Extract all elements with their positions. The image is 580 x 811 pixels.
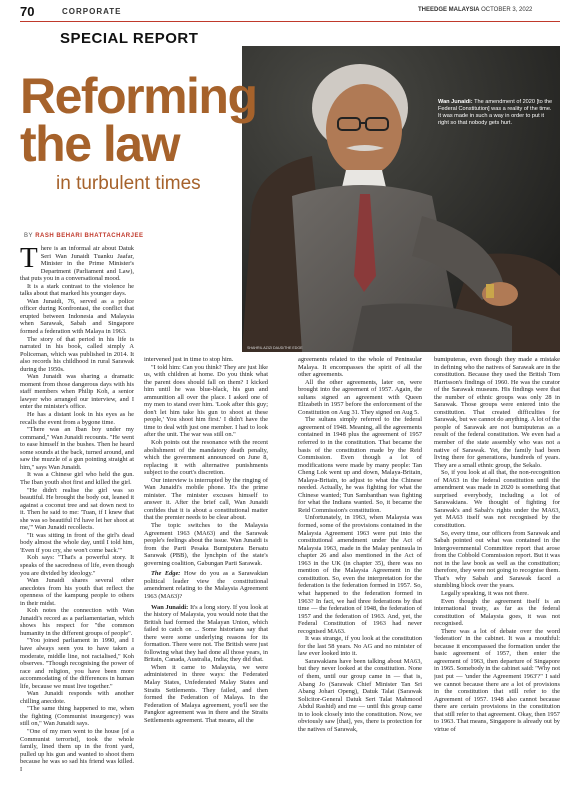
article-paragraph: Koh notes the connection with Wan Junaidi's record as a parliamentarian, which shows his respect for "the common humanity in the different groups of people". xyxy=(20,607,134,637)
article-paragraph: When it came to Malaysia, we were administered in three ways: the Federated Malay States, Unfederated Malay States and Straits Settlements. They failed, and then formed the Federation of Malaya. In the Federation of Malaya agreement, you'll see the Pangkor agreement was in there and the Straits Settlements agreement. That means, all the xyxy=(144,663,268,724)
headline-deck: in turbulent times xyxy=(56,173,201,194)
article-paragraph: All the other agreements, later on, were brought into the agreement of 1957. Again, the sultans signed an agreement with Queen Elizabeth in 1957 before the enforcement of the Constitution on Aug 31. They signed on Aug 5. xyxy=(298,378,422,416)
byline-prefix: BY xyxy=(24,233,34,239)
article-paragraph: Sarawakians have been talking about MA63, but they never looked at the constitution. None of them, until our group came in — that is, Abang Jo (Sarawak Chief Minister Tan Sri Abang Johari Openg), Datuk Talat (Sarawak Solicitor-General Datuk Seri Talat Mahmood Abdul Rashid) and me — until this group came in to look closely into the constitution. Now, we obviously saw [that], yes, there is protection for the natives of Sarawak, xyxy=(298,657,422,733)
byline-author: RASH BEHARI BHATTACHARJEE xyxy=(35,233,144,239)
publication-title: THEEDGE MALAYSIA xyxy=(418,7,480,13)
article-paragraph: "I told him: Can you think? They are just like us, with children at home. Do you think what the parent does should fall on them? I kicked him until he was blue-black, his gun and ammunition all over the place. I asked one of my men to stand over him. 'Look after this guy; don't let him take his gun to shoot at these people,' You shoot him first.' I didn't have the time to deal with just one member. I had to look after the unit. The war was still on." xyxy=(144,363,268,439)
article-paragraph: "It was sitting in front of the girl's dead body almost the whole day, until I told him, 'Even if you cry, she won't come back.'" xyxy=(20,531,134,554)
article-paragraph: intervened just in time to stop him. xyxy=(144,356,234,363)
article-paragraph: The topic switches to the Malaysia Agreement 1963 (MA63) and the Sarawak people's feelings about the issue. Wan Junaidi is from the Parti Pesaka Bumiputera Bersatu Sarawak (PBB), the lynchpin of the state's governing coalition, Gabungan Parti Sarawak. xyxy=(144,522,268,567)
article-paragraph: Wan Junaidi responds with another chilling anecdote. xyxy=(20,690,134,705)
article-paragraph: The sultans simply referred to the federal agreement of 1948. Meaning, all the agreements contained in 1948 plus the agreement of 1957 referred to in the constitution. That became the basis of the constitution made by the Reid Commission. Even though a lot of modifications were made by many people: Tan Cheng Lok went up and down, Malaya-Britain, Malaya-Britain, to adjust to what the Chinese needed. Actually, he was fighting for what the Chinese wanted; Tun Sambanthan was fighting for what the Indians wanted. So, it became the Reid Commission's constitution. xyxy=(298,416,422,514)
article-paragraph: He has a distant look in his eyes as he recalls the event from a bygone time. xyxy=(20,411,134,426)
article-paragraph: There was a lot of debate over the word 'federation' in the cabinet. It was a mouthful: because it encompassed the formation under the basic agreement of 1957, then enter the agreement of 1963, then departure of Singapore in 1965. Somebody in the cabinet said: "Why not just put — 'under the Agreement 1963'?" I said we cannot because there are a lot of provisions in the constitution that still refer to the Agreement of 1957. 1948 also cannot because there are certain provisions in the constitution that still refer to that agreement. Okay, then 1957 to 1963. That means, Singapore is already out by virtue of xyxy=(434,627,560,733)
interview-answer: Wan Junaidi: It's a long story. If you look at the history of Malaysia, you would note that the British had formed the Malayan Union, which failed to catch on ... Some historians say that there were some underlying reasons for its formation. There were not. The British were just following what they had done all those years, in Britain, Canada, Australia, India; they did that. xyxy=(144,603,268,664)
speaker-label: Wan Junaidi: xyxy=(151,603,189,611)
page-header xyxy=(0,0,580,24)
article-paragraph: Koh says: "That's a powerful story. It speaks of the sacredness of life, even though you are divided by ideology." xyxy=(20,554,134,577)
lead-paragraph: here is an informal air about Datuk Seri Wan Junaidi Tuanku Jaafar, Minister in the Prime Minister's Department (Parliament and Law), that puts you in a conversational mood. xyxy=(20,245,134,283)
article-paragraph: It is a stark contrast to the violence he talks about that marked his younger days. xyxy=(20,282,134,298)
article-column-2 xyxy=(144,356,268,811)
article-paragraph: Wan Junaidi shares several other anecdotes from his youth that reflect the openness of the kampung people to others in their midst. xyxy=(20,577,134,607)
article-paragraph: It was a Chinese girl who held the gun. The Iban youth shot first and killed the girl. xyxy=(20,471,134,486)
article-paragraph: agreements related to the whole of Peninsular Malaya. It encompasses the spirit of all the other agreements. xyxy=(298,356,422,379)
publication-date: OCTOBER 3, 2022 xyxy=(481,7,533,13)
headline-line-1: Reforming xyxy=(20,68,257,124)
article-paragraph: Legally speaking, it was not there. xyxy=(441,589,529,597)
article-paragraph: "One of my men went to the house [of a Communist terrorist], took the whole family, lined them up in the front yard, pulled up his gun and wanted to shoot them because he was so sad his friend was killed. I xyxy=(20,728,134,773)
portrait-photo xyxy=(242,46,560,352)
header-rule xyxy=(20,21,560,22)
page-number: 70 xyxy=(20,4,35,19)
interview-question: The Edge: How do you as a Sarawakian political leader view the constitutional amendment relating to the Malaysia Agreement 1963 (MA63)? xyxy=(144,570,268,600)
article-paragraph: "The same thing happened to me, when the fighting (Communist insurgency) was still on," Wan Junaidi says. xyxy=(20,705,134,728)
article-paragraph: So, if you look at all that, the non-recognition of MA63 in the federal constitution until the amendment was made in 2020 is something that surprised everybody, including a lot of Sarawakians. We thought of fighting for Sarawak's and Sabah's rights under the MA63, yet MA63 itself was not recognised by the constitution. xyxy=(434,469,560,530)
caption-name: Wan Junaidi: xyxy=(438,99,473,105)
article-paragraph: "He didn't realise the girl was so beautiful. He brought the body out, leaned it against a coconut tree and sat down next to it. Then he said to me: 'Tuan, if I knew that she was so beautiful I'd have let her shoot at me,'" Wan Junaidi recollects. xyxy=(20,486,134,532)
article-column-3 xyxy=(298,356,422,811)
photo-credit: SHAHRIL AZIZI DAUD/THE EDGE xyxy=(247,346,303,350)
special-report-label: SPECIAL REPORT xyxy=(60,30,199,47)
article-paragraph: It was strange, if you look at the constitution for the last 58 years. No AG and no minister of law ever looked into it. xyxy=(298,635,422,658)
article-paragraph: So, every time, our officers from Sarawak and Sabah pointed out what was contained in the Intergovernmental Committee report that arose from the Cobbold Commission report. But it was not in the law book as well as the constitution; therefore, they were not going to recognise them. That's why Sabah and Sarawak faced a stumbling block over the years. xyxy=(434,529,560,590)
article-paragraph: The story of that period in his life is narrated in his book, called simply A Policeman, which was published in 2014. It also records his childhood in rural Sarawak during the 1950s. xyxy=(20,335,134,373)
article-paragraph: Koh points out the resonance with the recent abolishment of the mandatory death penalty, which the government announced on June 8, replacing it with alternative punishments subject to the court's discretion. xyxy=(144,439,268,477)
article-paragraph xyxy=(20,245,134,283)
article-paragraph: "There was an Iban boy under my command," Wan Junaidi recounts. "He went to ease himself in the bushes. Then he heard some sounds at the back, turned around, and saw the muzzle of a gun pointing straight at him," says Wan Junaidi. xyxy=(20,426,134,471)
publication-name xyxy=(418,7,532,13)
headline-line-2: the law xyxy=(20,116,179,172)
byline xyxy=(24,233,143,239)
speaker-label: The Edge: xyxy=(151,570,181,578)
photo-caption xyxy=(438,99,556,127)
portrait-illustration xyxy=(242,46,560,352)
article-paragraph: bumiputeras, even though they made a mistake in defining who the natives of Sarawak are in the constitution. Because they used the British Tom Harrisson's findings of 1960. He was the curator of the Sarawak museum. His findings were that the number of ethnic groups was only 28 in Sarawak. Those groups were entered into the constitution. That created difficulties for Sarawak, but we cannot do anything. A lot of the people of Sarawak are not bumiputeras as a result of the federal constitution. We even had a member of the state assembly who was not a native of Sarawak. Yet, the family had been living there for generations, hundreds of years. They are a small ethnic group, the Sekalo. xyxy=(434,356,560,469)
article-paragraph: Our interview is interrupted by the ringing of Wan Junaidi's mobile phone. It's the prime minister. The minister excuses himself to answer it. After the brief call, Wan Junaidi confides that it is about a constitutional matter that the premier needs to be clear about. xyxy=(144,476,268,522)
drop-cap: T xyxy=(20,245,38,274)
article-column-1 xyxy=(20,245,134,811)
article-paragraph: Wan Junaidi, 76, served as a police officer during Konfrontasi, the conflict that erupted between Indonesia and Malaysia when Sarawak, Sabah and Singapore formed a federation with Malaya in 1963. xyxy=(20,297,134,336)
section-label: CORPORATE xyxy=(62,7,122,16)
article-paragraph: Wan Junaidi was sharing a dramatic moment from those dangerous days with his staff members when Philip Koh, a senior lawyer who arranged our interview, and I enter the minister's office. xyxy=(20,373,134,411)
article-column-4 xyxy=(434,356,560,811)
caption-text: The amendment of 2020 [to the Federal Constitution] was a reality of the time. It was made in such a way in order to put it right so that nobody gets hurt. xyxy=(438,99,553,126)
article-paragraph: Even though the agreement itself is an international treaty, as far as the federal constitution of Malaysia goes, it was not recognised. xyxy=(434,597,560,628)
headline xyxy=(20,68,257,172)
article-paragraph: "You joined parliament in 1990, and I have always seen you to have taken a moderate, middle line, not racialised," Koh observes. "Though recognising the power of race and religion, you have been more accommodating of the differences in human life, because we must live together." xyxy=(20,637,134,690)
article-paragraph: Unfortunately, in 1963, when Malaysia was formed, some of the provisions contained in the Malaysia Agreement 1963 were put into the constitutional amendment under the Act of Malaysia 1963, made in the Malay peninsula in chapter 26 and also mentioned in the Act of 1963 in the UK (in chapter 35), there was no mention of the Malaysia Agreement in the constitution. So, even the interpretation for the federation is the federation formed in 1957. So, what happened to the federation formed in 1963? In fact, we had three federations by that time — the federation of 1948, the federation of 1957 and the federation of 1963. And, yet, the Federal Constitution of 1963 had never recognised MA63. xyxy=(298,514,422,635)
